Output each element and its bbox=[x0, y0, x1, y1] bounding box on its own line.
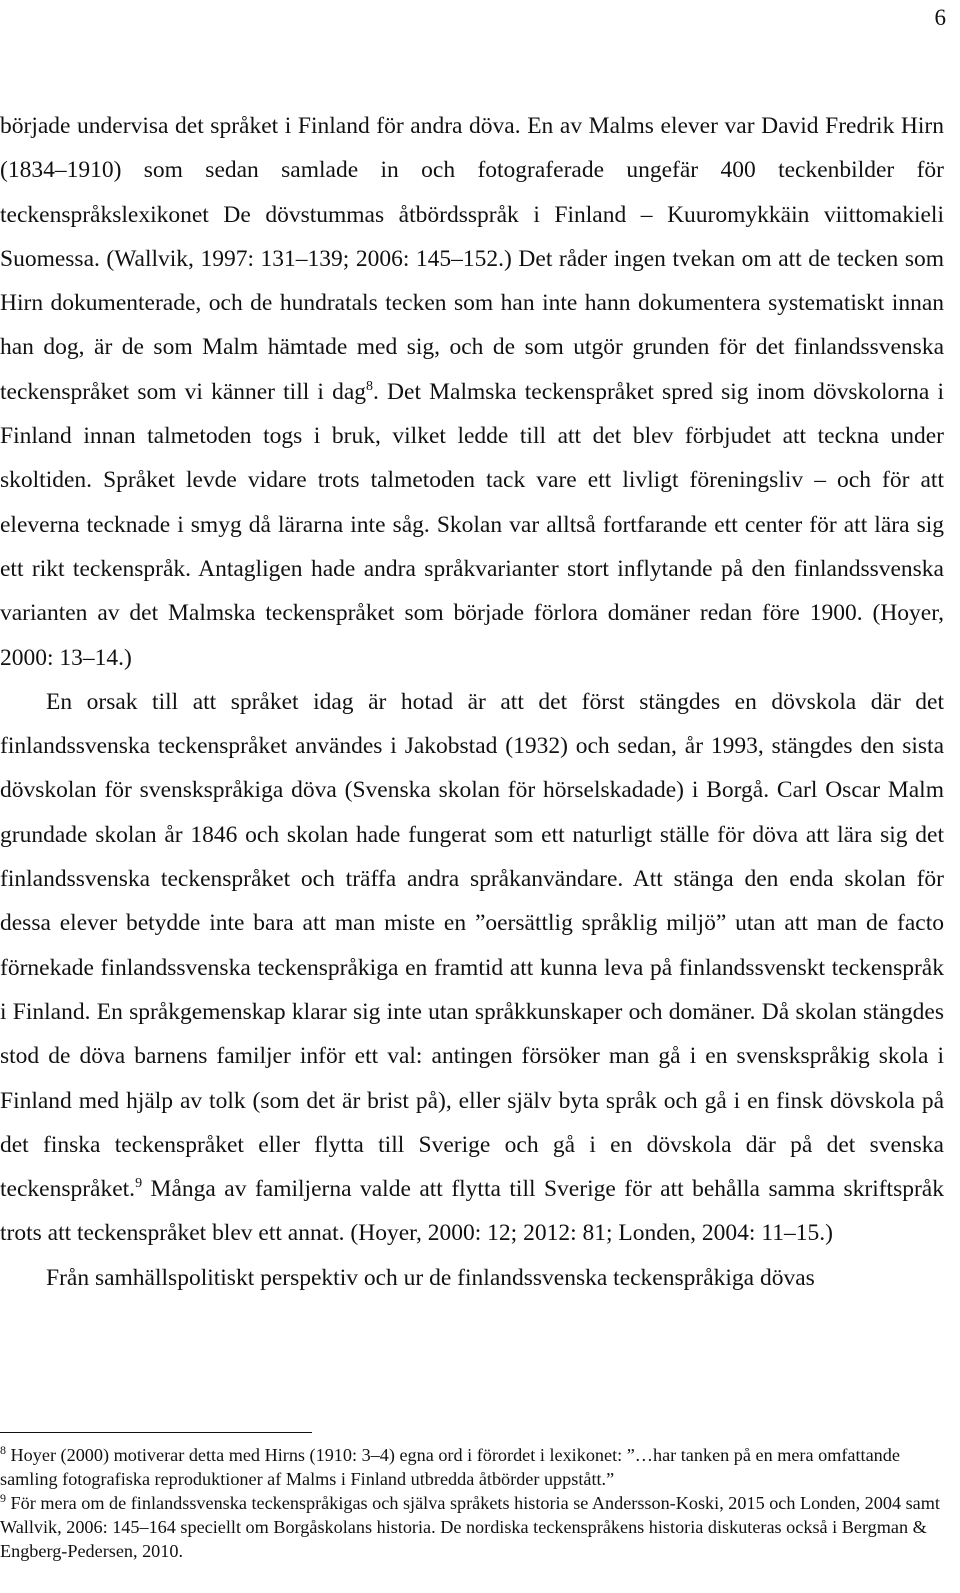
paragraph-3 bbox=[0, 1256, 944, 1300]
footnote-9 bbox=[0, 1491, 944, 1563]
paragraph-2 bbox=[0, 680, 944, 1256]
paragraph-3-text: Från samhällspolitiskt perspektiv och ur de finlandssvenska teckenspråkiga dövas bbox=[46, 1264, 815, 1291]
footnote-8-text: Hoyer (2000) motiverar detta med Hirns (1910: 3–4) egna ord i förordet i lexikonet: ”…har tanken på en mera omfattande samling fotografiska reproduktioner af Malms i Finland utbredda åtbörder uppstått.” bbox=[0, 1445, 900, 1489]
page-number: 6 bbox=[934, 5, 946, 30]
footnote-divider bbox=[0, 1432, 312, 1433]
paragraph-1-text-b: . Det Malmska teckenspråket spred sig inom dövskolorna i Finland innan talmetoden togs i bruk, vilket ledde till att det blev förbjudet att teckna under skoltiden. Språket levde vidare trots talmetoden tack vare ett livligt föreningsliv – och för att eleverna tecknade i smyg då lärarna inte såg. Skolan var alltså fortfarande ett center för att lära sig ett rikt teckenspråk. Antagligen hade andra språkvarianter stort inflytande på den finlandssvenska varianten av det Malmska teckenspråket som började förlora domäner redan före 1900. (Hoyer, 2000: 13–14.) bbox=[0, 378, 944, 671]
footnote-ref-8[interactable]: 8 bbox=[366, 378, 374, 394]
paragraph-2-text-a: En orsak till att språket idag är hotad är att det först stängdes en dövskola där det finlandssvenska teckenspråket användes i Jakobstad (1932) och sedan, år 1993, stängdes den sista dövskolan för svenskspråkiga döva (Svenska skolan för hörselskadade) i Borgå. Carl Oscar Malm grundade skolan år 1846 och skolan hade fungerat som ett naturligt ställe för döva att lära sig det finlandssvenska teckenspråket och träffa andra språkanvändare. Att stänga den enda skolan för dessa elever betydde inte bara att man miste en ”oersättlig språklig miljö” utan att man de facto förnekade finlandssvenska teckenspråkiga en framtid att kunna leva på finlandssvenskt teckenspråk i Finland. En språkgemenskap klarar sig inte utan språkkunskaper och domäner. Då skolan stängdes stod de döva barnens familjer inför ett val: antingen försöker man gå i en svenskspråkig skola i Finland med hjälp av tolk (som det är brist på), eller själv byta språk och gå i en finsk dövskola på det finska teckenspråket eller flytta till Sverige och gå i en dövskola där på det svenska teckenspråket. bbox=[0, 688, 944, 1203]
paragraph-1 bbox=[0, 104, 944, 680]
footnote-mark-9: 9 bbox=[0, 1490, 6, 1505]
paragraph-2-text-b: Många av familjerna valde att flytta till Sverige för att behålla samma skriftspråk trots att teckenspråket blev ett annat. (Hoyer, 2000: 12; 2012: 81; Londen, 2004: 11–15.) bbox=[0, 1176, 944, 1247]
body-text bbox=[0, 104, 944, 1300]
footnotes bbox=[0, 1443, 944, 1563]
footnote-mark-8: 8 bbox=[0, 1442, 6, 1457]
footnote-ref-9[interactable]: 9 bbox=[135, 1176, 143, 1192]
paragraph-1-text-a: började undervisa det språket i Finland för andra döva. En av Malms elever var David Fredrik Hirn (1834–1910) som sedan samlade in och fotograferade ungefär 400 teckenbilder för teckenspråkslexikonet De dövstummas åtbördsspråk i Finland – Kuuromykkäin viittomakieli Suomessa. (Wallvik, 1997: 131–139; 2006: 145–152.) Det råder ingen tvekan om att de tecken som Hirn dokumenterade, och de hundratals tecken som han inte hann dokumentera systematiskt innan han dog, är de som Malm hämtade med sig, och de som utgör grunden för det finlandssvenska teckenspråket som vi känner till i dag bbox=[0, 113, 944, 405]
footnote-9-text: För mera om de finlandssvenska teckenspråkigas och själva språkets historia se Andersson-Koski, 2015 och Londen, 2004 samt Wallvik, 2006: 145–164 speciellt om Borgåskolans historia. De nordiska teckenspråkens historia diskuteras också i Bergman & Engberg-Pedersen, 2010. bbox=[0, 1493, 940, 1561]
footnote-8 bbox=[0, 1443, 944, 1491]
